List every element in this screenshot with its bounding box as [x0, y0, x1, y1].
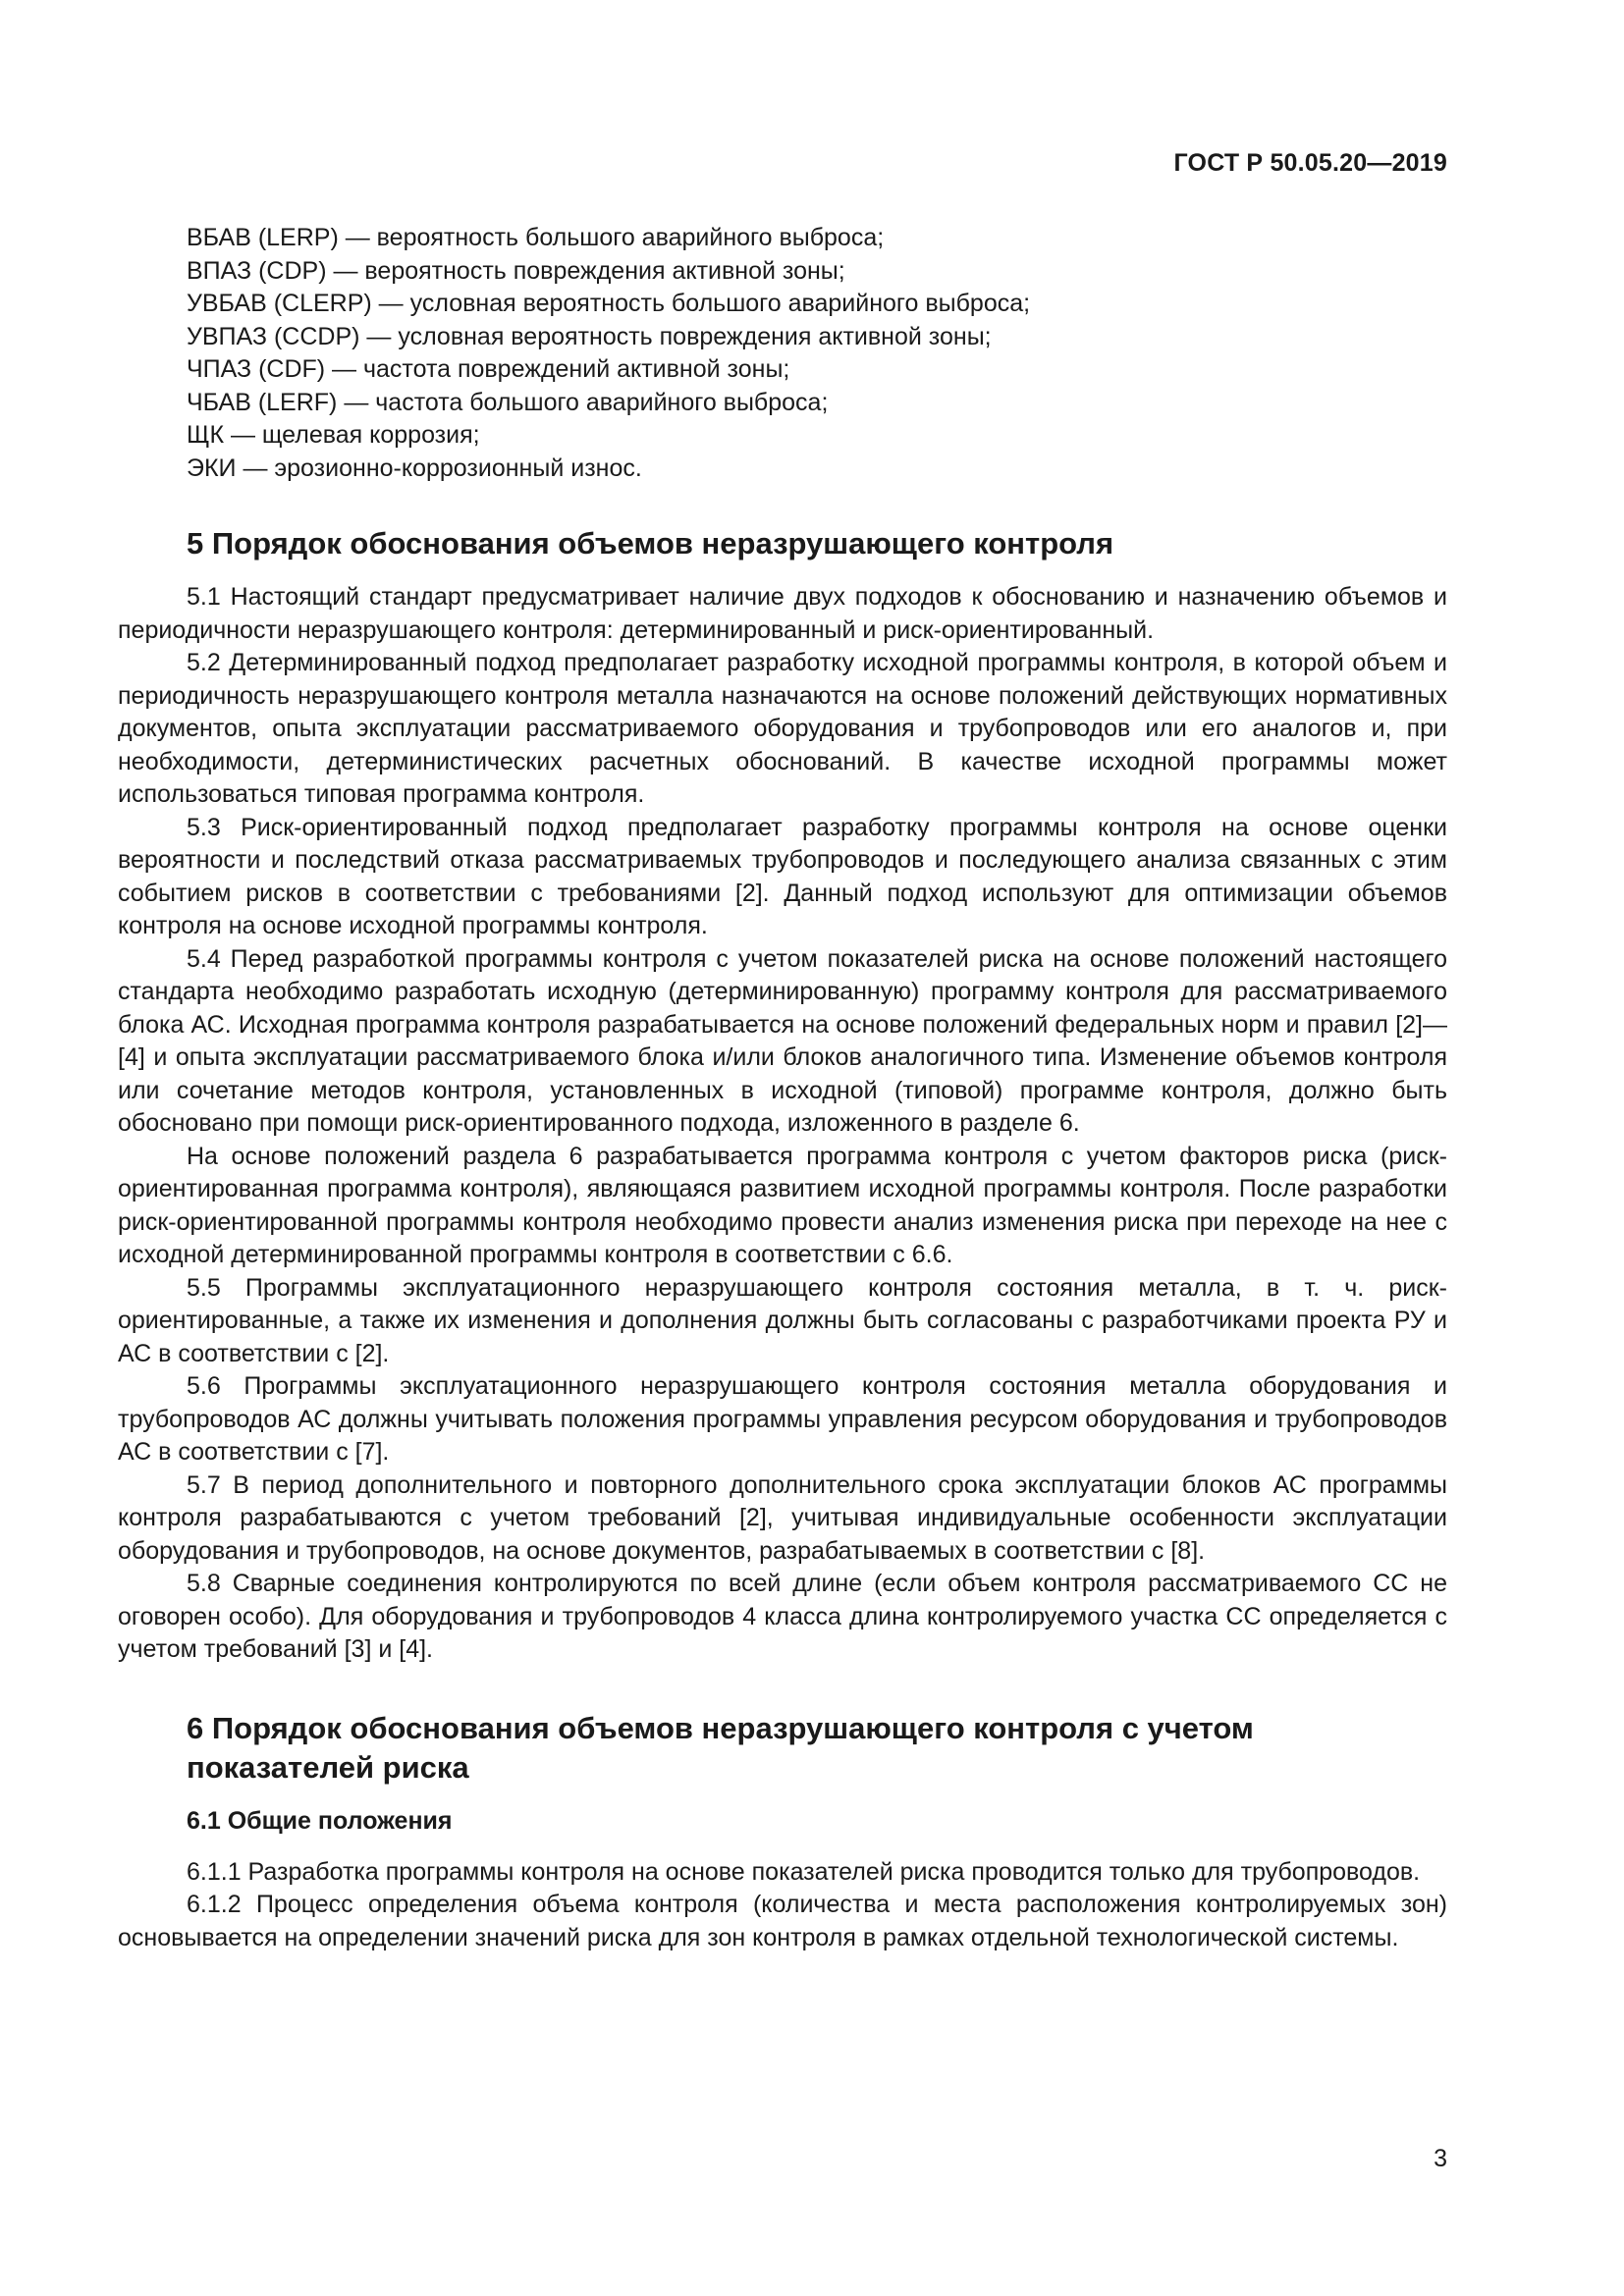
subsection-6-1-heading: 6.1 Общие положения — [187, 1806, 453, 1835]
abbreviation-item: ЩК — щелевая коррозия; — [187, 421, 480, 449]
document-code-header: ГОСТ Р 50.05.20—2019 — [1173, 149, 1447, 177]
section-6-heading-line-2: показателей риска — [187, 1749, 469, 1785]
section-6-body — [118, 1856, 1447, 1955]
document-page — [118, 0, 1447, 2296]
section-5-body — [118, 581, 1447, 1667]
document-body — [118, 222, 1447, 1954]
abbreviations-list — [118, 222, 1447, 485]
section-6-heading — [118, 1709, 1447, 1788]
section-5-heading: 5 Порядок обоснования объемов неразрушающего контроля — [187, 526, 1114, 561]
paragraph-6-1-2: 6.1.2 Процесс определения объема контроля (количества и места расположения контролируемых зон) основывается на определении значений риска для зон контроля в рамках отдельной технологической системы. — [118, 1891, 1447, 1951]
paragraph-5-4-continued: На основе положений раздела 6 разрабатывается программа контроля с учетом факторов риска (риск-ориентированная программа контроля), являющаяся развитием исходной программы контроля. После разработки риск-ориентированной программы контроля необходимо провести анализ изменения риска при переходе на нее с исходной детерминированной программы контроля в соответствии с 6.6. — [118, 1142, 1447, 1268]
paragraph-5-1: 5.1 Настоящий стандарт предусматривает наличие двух подходов к обоснованию и назначению объемов и периодичности неразрушающего контроля: детерминированный и риск-ориентированный. — [118, 583, 1447, 644]
abbreviation-item: УВПАЗ (CCDP) — условная вероятность повреждения активной зоны; — [187, 322, 992, 350]
abbreviation-item: УВБАВ (CLERP) — условная вероятность большого аварийного выброса; — [187, 290, 1031, 317]
paragraph-5-2: 5.2 Детерминированный подход предполагает разработку исходной программы контроля, в которой объем и периодичность неразрушающего контроля металла назначаются на основе положений действующих нормативных документов, опыта эксплуатации рассматриваемого оборудования и трубопроводов или его аналогов и, при необходимости, детерминистических расчетных обоснований. В качестве исходной программы может использоваться типовая программа контроля. — [118, 649, 1447, 808]
paragraph-5-5: 5.5 Программы эксплуатационного неразрушающего контроля состояния металла, в т. ч. риск-ориентированные, а также их изменения и дополнения должны быть согласованы с разработчиками проекта РУ и АС в соответствии с [2]. — [118, 1273, 1447, 1367]
paragraph-5-8: 5.8 Сварные соединения контролируются по всей длине (если объем контроля рассматриваемого СС не оговорен особо). Для оборудования и трубопроводов 4 класса длина контролируемого участка СС определяется с учетом требований [3] и [4]. — [118, 1570, 1447, 1663]
paragraph-5-7: 5.7 В период дополнительного и повторного дополнительного срока эксплуатации блоков АС программы контроля разрабатываются с учетом требований [2], учитывая индивидуальные особенности эксплуатации оборудования и трубопроводов, на основе документов, разрабатываемых в соответствии с [8]. — [118, 1470, 1447, 1565]
page-number: 3 — [1434, 2145, 1447, 2172]
abbreviation-item: ВПАЗ (CDP) — вероятность повреждения активной зоны; — [187, 256, 845, 285]
abbreviation-item: ЧПАЗ (CDF) — частота повреждений активной зоны; — [187, 355, 790, 383]
paragraph-5-6: 5.6 Программы эксплуатационного неразрушающего контроля состояния металла оборудования и трубопроводов АС должны учитывать положения программы управления ресурсом оборудования и трубопроводов АС в соответствии с [7]. — [118, 1372, 1447, 1466]
abbreviation-item: ЧБАВ (LERF) — частота большого аварийного выброса; — [187, 388, 829, 416]
paragraph-6-1-1: 6.1.1 Разработка программы контроля на основе показателей риска проводится только для трубопроводов. — [187, 1857, 1421, 1886]
paragraph-5-4: 5.4 Перед разработкой программы контроля с учетом показателей риска на основе положений настоящего стандарта необходимо разработать исходную (детерминированную) программу контроля для рассматриваемого блока АС. Исходная программа контроля разрабатывается на основе положений федеральных норм и правил [2]—[4] и опыта эксплуатации рассматриваемого блока и/или блоков аналогичного типа. Изменение объемов контроля или сочетание методов контроля, установленных в исходной (типовой) программе контроля, должно быть обосновано при помощи риск-ориентированного подхода, изложенного в разделе 6. — [118, 944, 1447, 1137]
abbreviation-item: ВБАВ (LERP) — вероятность большого аварийного выброса; — [187, 224, 885, 251]
section-6-heading-line-1: 6 Порядок обоснования объемов неразрушающего контроля с учетом — [187, 1710, 1254, 1745]
paragraph-5-3: 5.3 Риск-ориентированный подход предполагает разработку программы контроля на основе оценки вероятности и последствий отказа рассматриваемых трубопроводов и последующего анализа связанных с этим событием рисков в соответствии с требованиями [2]. Данный подход используют для оптимизации объемов контроля на основе исходной программы контроля. — [118, 813, 1447, 939]
abbreviation-item: ЭКИ — эрозионно-коррозионный износ. — [187, 454, 642, 482]
